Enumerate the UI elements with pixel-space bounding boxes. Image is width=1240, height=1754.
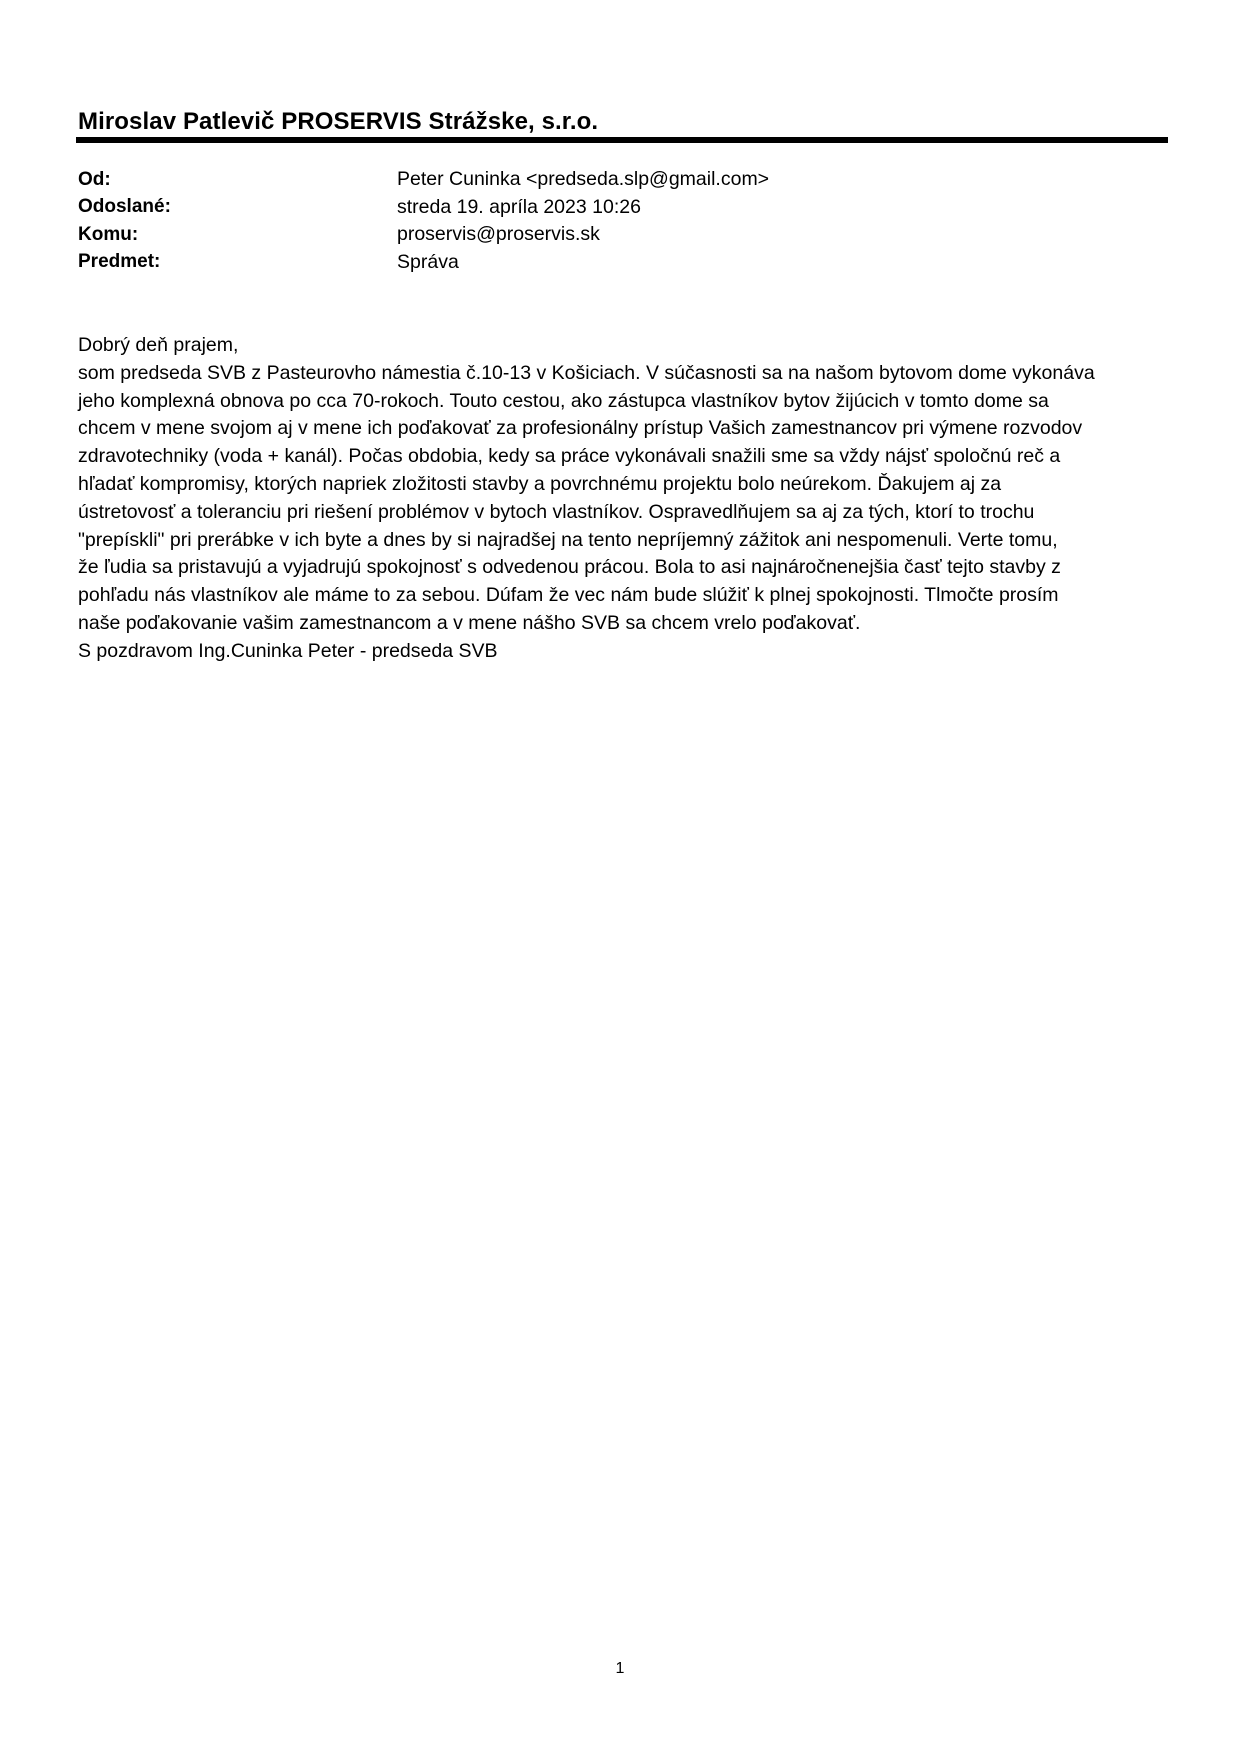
body-line: zdravotechniky (voda + kanál). Počas obdobia, kedy sa práce vykonávali snažili sme sa vždy nájsť spoločnú reč a	[78, 445, 1061, 468]
body-line: hľadať kompromisy, ktorých napriek zložitosti stavby a povrchnému projektu bolo neúrekom. Ďakujem aj za	[78, 472, 1002, 495]
body-signature: S pozdravom Ing.Cuninka Peter - predseda SVB	[78, 639, 498, 662]
body-line: naše poďakovanie vašim zamestnancom a v mene nášho SVB sa chcem vrelo poďakovať.	[78, 611, 861, 634]
meta-row-to	[78, 221, 1078, 249]
subject-value: Správa	[397, 250, 459, 273]
meta-row-subject	[78, 249, 1078, 277]
from-value: Peter Cuninka <predseda.slp@gmail.com>	[397, 168, 770, 191]
to-label: Komu:	[78, 223, 139, 245]
body-line: jeho komplexná obnova po cca 70-rokoch. Touto cestou, ako zástupca vlastníkov bytov žijúcich v tomto dome sa	[78, 389, 1049, 412]
body-line: som predseda SVB z Pasteurovho námestia č.10-13 v Košiciach. V súčasnosti sa na našom bytovom dome vykonáva	[78, 361, 1095, 384]
page-number: 1	[615, 1660, 625, 1677]
body-line: "prepískli" pri prerábke v ich byte a dnes by si najradšej na tento nepríjemný zážitok ani nespomenuli. Verte tomu,	[78, 528, 1058, 551]
email-body	[78, 332, 1168, 666]
sent-value: streda 19. apríla 2023 10:26	[397, 195, 641, 218]
body-greeting: Dobrý deň prajem,	[78, 334, 239, 356]
body-line: chcem v mene svojom aj v mene ich poďakovať za profesionálny prístup Vašich zamestnancov pri výmene rozvodov	[78, 417, 1083, 440]
body-line: že ľudia sa pristavujú a vyjadrujú spokojnosť s odvedenou prácou. Bola to asi najnáročnenejšia časť tejto stavby z	[78, 556, 1061, 579]
email-metadata	[78, 166, 1078, 276]
subject-label: Predmet:	[78, 251, 161, 273]
meta-row-from	[78, 166, 1078, 194]
meta-row-sent	[78, 194, 1078, 222]
document-title: Miroslav Patlevič PROSERVIS Strážske, s.r.o.	[78, 108, 599, 135]
header-divider	[76, 137, 1168, 143]
sent-label: Odoslané:	[78, 196, 171, 218]
body-line: pohľadu nás vlastníkov ale máme to za sebou. Dúfam že vec nám bude slúžiť k plnej spokojnosti. Tlmočte prosím	[78, 584, 1059, 607]
body-line: ústretovosť a toleranciu pri riešení problémov v bytoch vlastníkov. Ospravedlňujem sa aj za tých, ktorí to trochu	[78, 500, 1035, 523]
from-label: Od:	[78, 168, 111, 190]
to-value: proservis@proservis.sk	[397, 223, 600, 246]
